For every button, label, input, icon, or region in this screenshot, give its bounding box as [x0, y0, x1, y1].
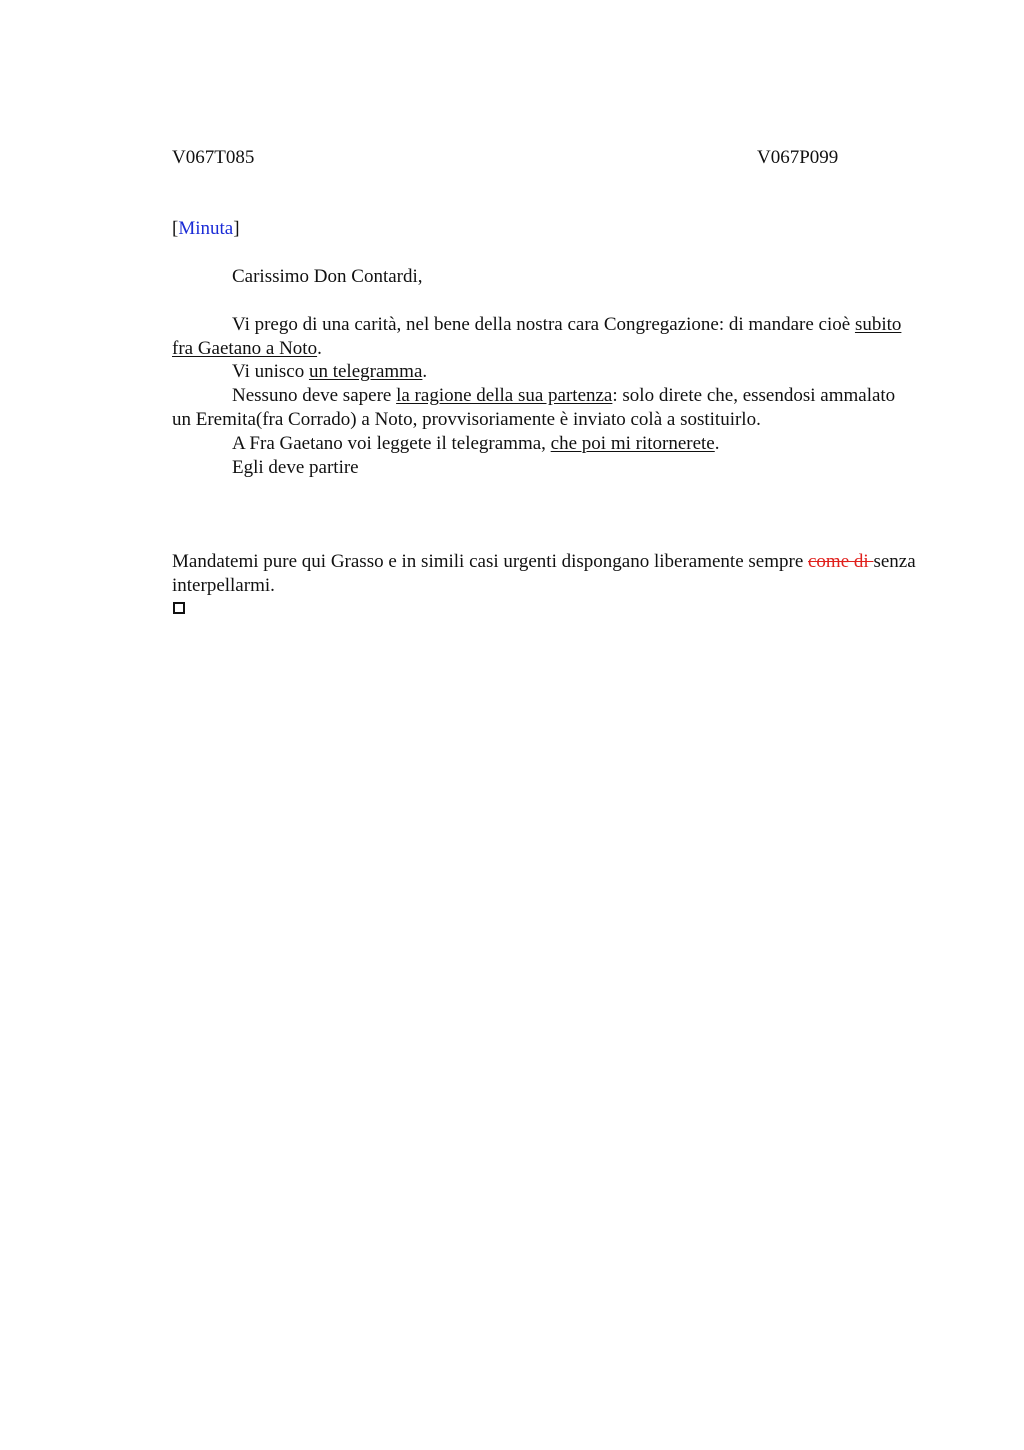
paragraph-2-end: . — [422, 361, 428, 383]
paragraph-2-text: Vi unisco — [232, 361, 309, 383]
square-outline-icon — [173, 602, 185, 614]
document-code-right: V067P099 — [757, 147, 839, 168]
letter-paragraph-4 — [172, 432, 912, 456]
letter-paragraph-5: Egli deve partire — [232, 456, 359, 478]
minuta-label: Minuta — [178, 218, 234, 239]
paragraph-3-text: Nessuno deve sapere — [232, 385, 397, 407]
minuta-note — [172, 217, 240, 241]
paragraph-1-underlined: subito fra Gaetano a Noto — [172, 313, 902, 359]
postscript-deleted-text: come di — [808, 551, 874, 572]
paragraph-1-text: Vi prego di una carità, nel bene della nostra cara Congregazione: di mandare cioè — [232, 313, 855, 335]
document-code-left: V067T085 — [172, 147, 255, 168]
open-bracket: [ — [172, 218, 179, 239]
letter-paragraph-2 — [172, 360, 912, 384]
paragraph-4-text: A Fra Gaetano voi leggete il telegramma, — [232, 432, 551, 454]
letter-paragraph-3 — [172, 384, 912, 432]
letter-greeting: Carissimo Don Contardi, — [232, 266, 423, 287]
paragraph-1-end: . — [317, 337, 322, 359]
paragraph-3-end: : solo direte che, essendosi ammalato un Eremita(fra Corrado) a Noto, provvisoriamente è inviato colà a sostituirlo. — [172, 385, 896, 430]
paragraph-4-end: . — [714, 432, 720, 454]
postscript-text-before: Mandatemi pure qui Grasso e in simili casi urgenti dispongano liberamente sempre — [172, 551, 808, 572]
paragraph-2-underlined: un telegramma — [308, 361, 423, 383]
postscript — [172, 550, 917, 598]
close-bracket: ] — [233, 218, 240, 239]
paragraph-spacer — [172, 289, 912, 313]
paragraph-3-underlined: la ragione della sua partenza — [396, 385, 613, 407]
letter-body — [172, 265, 912, 479]
postscript-text-after: senza interpellarmi. — [172, 551, 916, 596]
paragraph-4-underlined: che poi mi ritornerete — [550, 432, 715, 454]
letter-paragraph-1 — [172, 313, 912, 361]
